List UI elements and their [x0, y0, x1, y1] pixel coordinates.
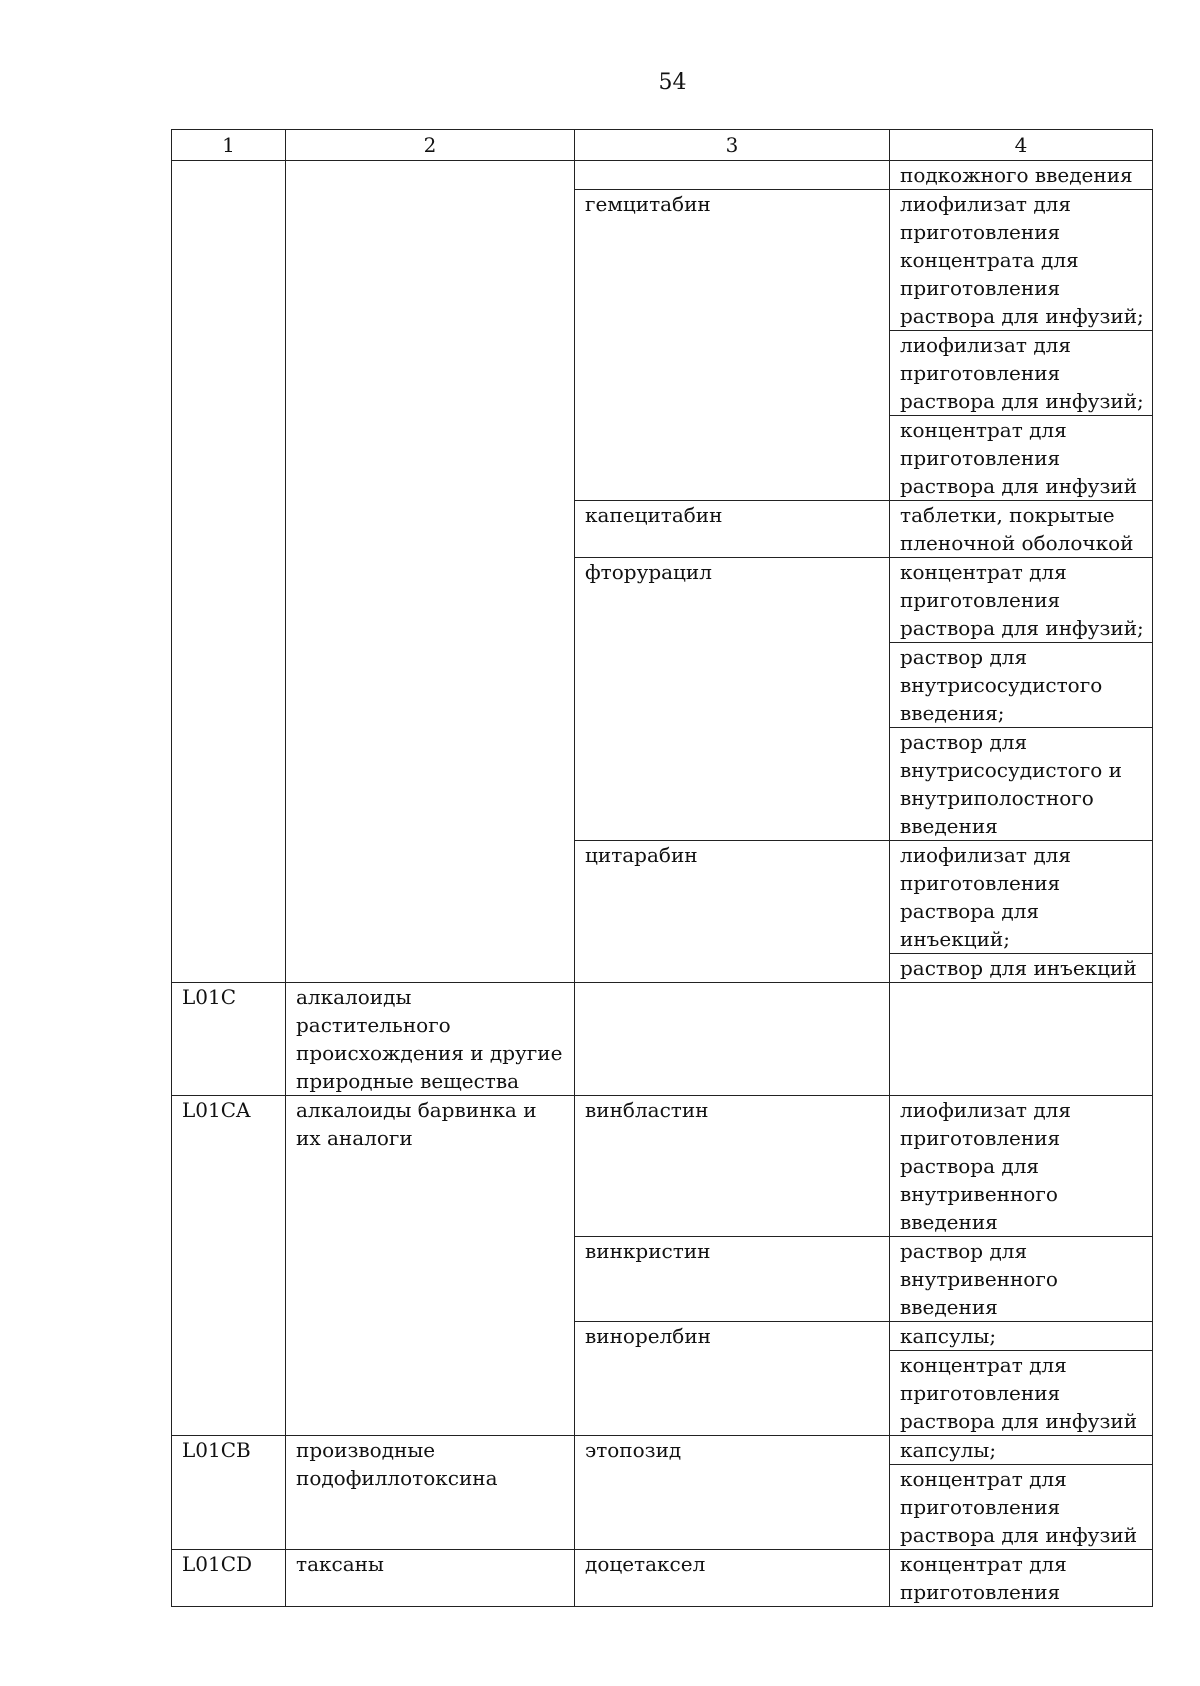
dosage-form: раствор для внутрисосудистого и внутриполостного введения: [900, 730, 1122, 838]
dosage-forms-cell: [890, 161, 1153, 190]
drug-name-cell: [575, 841, 890, 983]
drug-name-cell: [575, 1096, 890, 1237]
anatomical-group-cell: [286, 1096, 575, 1436]
table-row: [172, 983, 1153, 1096]
atc-code: L01CD: [182, 1552, 253, 1576]
anatomical-group-cell: [286, 1436, 575, 1550]
dosage-form: концентрат для приготовления раствора для инфузий: [900, 418, 1138, 498]
column-header: 4: [890, 130, 1153, 161]
atc-code: L01CB: [182, 1438, 251, 1462]
column-header: 2: [286, 130, 575, 161]
dosage-form-list: [890, 841, 1152, 982]
dosage-forms-cell: [890, 1096, 1153, 1237]
atc-code-cell: [172, 983, 286, 1096]
dosage-form: капсулы;: [890, 1322, 1152, 1351]
dosage-form-list: [890, 1322, 1152, 1435]
drug-name-cell: [575, 983, 890, 1096]
dosage-form: лиофилизат для приготовления раствора для инъекций;: [890, 841, 1152, 954]
dosage-form: капсулы;: [890, 1436, 1152, 1465]
dosage-form-list: [890, 1237, 1152, 1321]
table-row: [172, 161, 1153, 190]
dosage-form: лиофилизат для приготовления раствора для внутривенного введения: [900, 1098, 1071, 1234]
dosage-form: концентрат для приготовления раствора для инфузий;: [890, 558, 1152, 643]
atc-code: [182, 161, 281, 189]
drug-name-cell: [575, 501, 890, 558]
dosage-form-list: [890, 161, 1152, 189]
drug-table: [171, 129, 1153, 1607]
dosage-form-list: [890, 1436, 1152, 1549]
drug-name: [585, 983, 885, 1011]
anatomical-group-name: таксаны: [296, 1552, 384, 1576]
anatomical-group-name: алкалоиды растительного происхождения и другие природные вещества: [296, 985, 563, 1093]
anatomical-group-cell: [286, 983, 575, 1096]
dosage-forms-cell: [890, 1550, 1153, 1607]
drug-name: этопозид: [585, 1438, 682, 1462]
dosage-form: раствор для инъекций: [900, 956, 1137, 980]
dosage-forms-cell: [890, 501, 1153, 558]
page-number: 54: [658, 70, 687, 95]
drug-name-cell: [575, 161, 890, 190]
drug-name-cell: [575, 190, 890, 501]
dosage-form: подкожного введения: [900, 163, 1133, 187]
atc-code-cell: [172, 1436, 286, 1550]
drug-name: цитарабин: [585, 843, 698, 867]
drug-name-cell: [575, 1436, 890, 1550]
drug-name: винорелбин: [585, 1324, 712, 1348]
dosage-form: концентрат для приготовления раствора для инфузий: [900, 1467, 1138, 1547]
dosage-forms-cell: [890, 1237, 1153, 1322]
dosage-form: раствор для внутрисосудистого введения;: [890, 643, 1152, 728]
atc-code-cell: [172, 161, 286, 983]
dosage-form: [890, 983, 1152, 1011]
dosage-form-list: [890, 190, 1152, 500]
dosage-form: концентрат для приготовления: [900, 1552, 1067, 1604]
anatomical-group-name: алкалоиды барвинка и их аналоги: [296, 1098, 537, 1150]
dosage-form-list: [890, 1096, 1152, 1236]
dosage-forms-cell: [890, 558, 1153, 841]
dosage-form-list: [890, 558, 1152, 840]
table-row: [172, 1550, 1153, 1607]
atc-code: L01C: [182, 985, 237, 1009]
table-header-row: [172, 130, 1153, 161]
table-row: [172, 1436, 1153, 1550]
drug-name-cell: [575, 558, 890, 841]
dosage-form-list: [890, 983, 1152, 1011]
drug-name: винбластин: [585, 1098, 709, 1122]
anatomical-group-cell: [286, 1550, 575, 1607]
anatomical-group-name: производные подофиллотоксина: [296, 1438, 498, 1490]
dosage-form-list: [890, 501, 1152, 557]
table-row: [172, 1096, 1153, 1237]
atc-code-cell: [172, 1096, 286, 1436]
atc-code-cell: [172, 1550, 286, 1607]
dosage-forms-cell: [890, 1436, 1153, 1550]
dosage-forms-cell: [890, 1322, 1153, 1436]
drug-name: [585, 161, 885, 189]
anatomical-group-cell: [286, 161, 575, 983]
dosage-form: лиофилизат для приготовления концентрата для приготовления раствора для инфузий;: [890, 190, 1152, 331]
drug-name: гемцитабин: [585, 192, 711, 216]
drug-name-cell: [575, 1322, 890, 1436]
column-header: 3: [575, 130, 890, 161]
drug-name: доцетаксел: [585, 1552, 706, 1576]
column-header: 1: [172, 130, 286, 161]
dosage-form-list: [890, 1550, 1152, 1606]
anatomical-group-name: [296, 161, 570, 189]
dosage-form: лиофилизат для приготовления раствора для инфузий;: [890, 331, 1152, 416]
drug-name: фторурацил: [585, 560, 712, 584]
dosage-forms-cell: [890, 841, 1153, 983]
drug-name-cell: [575, 1237, 890, 1322]
dosage-form: раствор для внутривенного введения: [900, 1239, 1058, 1319]
drug-name: винкристин: [585, 1239, 711, 1263]
dosage-form: таблетки, покрытые пленочной оболочкой: [900, 503, 1134, 555]
dosage-forms-cell: [890, 190, 1153, 501]
atc-code: L01CA: [182, 1098, 251, 1122]
dosage-form: концентрат для приготовления раствора для инфузий: [900, 1353, 1138, 1433]
drug-name-cell: [575, 1550, 890, 1607]
dosage-forms-cell: [890, 983, 1153, 1096]
drug-name: капецитабин: [585, 503, 723, 527]
